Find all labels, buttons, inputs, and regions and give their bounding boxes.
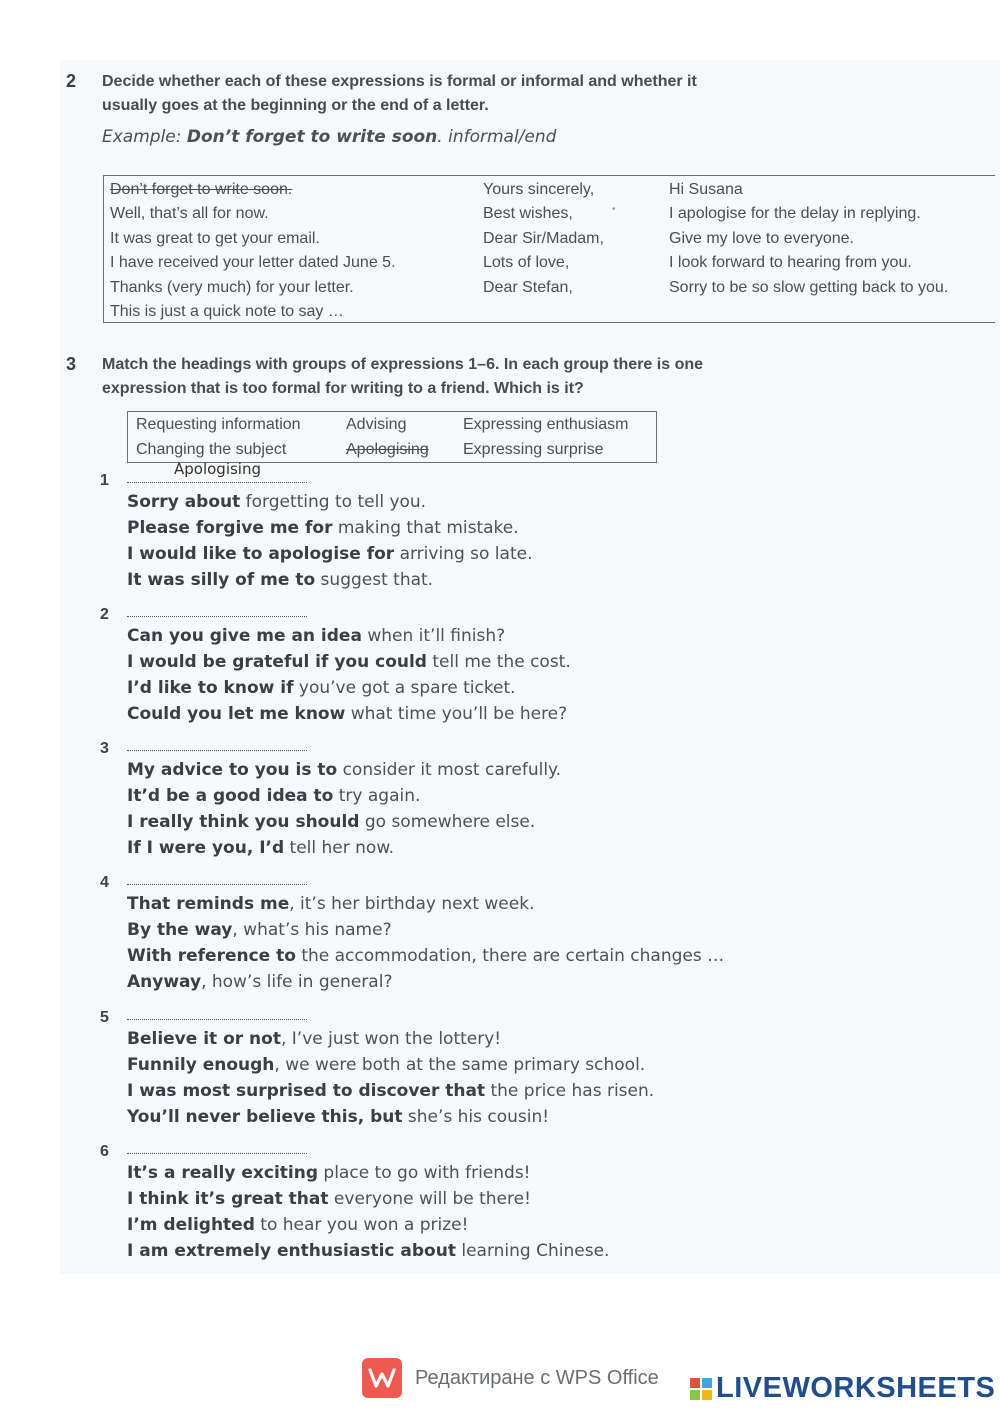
expression-item: Dear Sir/Madam, bbox=[483, 229, 604, 247]
expression-item: It was great to get your email. bbox=[110, 229, 320, 247]
group-number: 6 bbox=[100, 1143, 109, 1160]
phrase-rest: she’s his cousin! bbox=[402, 1106, 550, 1127]
stray-mark: • bbox=[612, 204, 616, 215]
example-suffix: . informal/end bbox=[437, 127, 557, 147]
expression-item: Don’t forget to write soon. bbox=[110, 181, 293, 198]
phrase-rest: , we were both at the same primary school. bbox=[274, 1054, 646, 1075]
answer-blank[interactable] bbox=[127, 482, 307, 483]
expression-line bbox=[127, 489, 532, 515]
exercise-2-instruction-line-2: usually goes at the beginning or the end of a letter. bbox=[102, 97, 489, 114]
expression-line bbox=[127, 1078, 654, 1104]
expression-line bbox=[127, 675, 571, 701]
exercise-2-instruction bbox=[102, 70, 802, 118]
phrase-rest: the price has risen. bbox=[485, 1080, 655, 1101]
heading-item: Requesting information bbox=[136, 416, 301, 433]
key-phrase: It’s a really exciting bbox=[127, 1163, 319, 1183]
key-phrase: It was silly of me to bbox=[127, 569, 316, 590]
phrase-rest: you’ve got a spare ticket. bbox=[293, 677, 516, 698]
expression-item: Thanks (very much) for your letter. bbox=[110, 278, 354, 296]
phrase-rest: , I’ve just won the lottery! bbox=[280, 1029, 502, 1049]
headings-box bbox=[127, 411, 657, 463]
key-phrase: Funnily enough bbox=[127, 1054, 275, 1075]
heading-item: Apologising bbox=[346, 441, 429, 458]
phrase-rest: making that mistake. bbox=[332, 517, 519, 538]
key-phrase: Believe it or not bbox=[127, 1029, 281, 1049]
phrase-rest: try again. bbox=[333, 785, 421, 806]
expression-item: Hi Susana bbox=[669, 181, 743, 198]
expression-line bbox=[127, 1238, 609, 1264]
phrase-rest: when it’ll finish? bbox=[361, 626, 506, 646]
phrase-rest: arriving so late. bbox=[394, 543, 533, 564]
expression-item: Dear Stefan, bbox=[483, 278, 573, 296]
heading-item: Changing the subject bbox=[136, 441, 287, 458]
expression-line bbox=[127, 623, 571, 649]
answer-text: Apologising bbox=[174, 460, 262, 478]
expression-line bbox=[127, 1104, 654, 1130]
expression-line bbox=[127, 541, 532, 567]
key-phrase: By the way bbox=[127, 919, 233, 940]
expression-item: Sorry to be so slow getting back to you. bbox=[669, 278, 949, 296]
wps-label: Редактиране с WPS Office bbox=[415, 1366, 659, 1389]
phrase-rest: everyone will be there! bbox=[328, 1188, 531, 1209]
group-number: 4 bbox=[100, 874, 109, 891]
example-bold: Don’t forget to write soon bbox=[186, 127, 438, 147]
key-phrase: I am extremely enthusiastic about bbox=[127, 1240, 456, 1261]
phrase-rest: tell me the cost. bbox=[426, 651, 571, 672]
phrase-rest: tell her now. bbox=[284, 837, 395, 858]
answer-blank[interactable] bbox=[127, 616, 307, 617]
expressions-col-3 bbox=[669, 178, 948, 300]
expressions-col-1 bbox=[110, 178, 396, 324]
heading-item: Advising bbox=[346, 416, 407, 433]
key-phrase: I would like to apologise for bbox=[127, 543, 395, 564]
grid-square-icon bbox=[702, 1378, 712, 1388]
heading-item: Expressing enthusiasm bbox=[463, 416, 629, 433]
expression-item: Well, that’s all for now. bbox=[110, 205, 269, 223]
answer-blank[interactable] bbox=[127, 1153, 307, 1154]
liveworksheets-label: LIVEWORKSHEETS bbox=[716, 1372, 996, 1404]
expression-item: Lots of love, bbox=[483, 254, 570, 272]
exercise-3-instruction bbox=[102, 353, 802, 401]
key-phrase: I would be grateful if you could bbox=[127, 651, 427, 672]
phrase-rest: consider it most carefully. bbox=[337, 760, 562, 780]
key-phrase: I’m delighted bbox=[127, 1214, 255, 1235]
liveworksheets-grid-icon bbox=[690, 1378, 712, 1400]
grid-square-icon bbox=[702, 1390, 712, 1400]
expression-item: Give my love to everyone. bbox=[669, 229, 854, 247]
exercise-2-number: 2 bbox=[66, 71, 77, 91]
key-phrase: With reference to bbox=[127, 945, 296, 966]
group-number: 3 bbox=[100, 740, 109, 757]
grid-square-icon bbox=[690, 1390, 700, 1400]
heading-item: Expressing surprise bbox=[463, 441, 604, 458]
group-number: 1 bbox=[100, 472, 109, 489]
expression-item: I look forward to hearing from you. bbox=[669, 254, 912, 272]
wps-logo-icon bbox=[362, 1358, 402, 1398]
expression-line bbox=[127, 567, 532, 593]
group-number: 2 bbox=[100, 606, 109, 623]
phrase-rest: forgetting to tell you. bbox=[240, 492, 427, 512]
expression-line bbox=[127, 783, 561, 809]
expression-line bbox=[127, 757, 561, 783]
expression-line bbox=[127, 917, 724, 943]
grid-square-icon bbox=[690, 1378, 700, 1388]
expression-line bbox=[127, 1052, 654, 1078]
exercise-3-instruction-line-1: Match the headings with groups of expressions 1–6. In each group there is one bbox=[102, 356, 704, 373]
expression-line bbox=[127, 891, 724, 917]
phrase-rest: what time you’ll be here? bbox=[345, 703, 568, 724]
answer-blank[interactable] bbox=[127, 884, 307, 885]
expression-item: I apologise for the delay in replying. bbox=[669, 205, 921, 223]
phrase-rest: to hear you won a prize! bbox=[254, 1214, 469, 1235]
expression-line bbox=[127, 515, 532, 541]
expression-line bbox=[127, 1186, 609, 1212]
key-phrase: I really think you should bbox=[127, 811, 360, 832]
phrase-rest: , what’s his name? bbox=[232, 919, 392, 940]
key-phrase: Can you give me an idea bbox=[127, 626, 362, 646]
liveworksheets-logo[interactable] bbox=[690, 1372, 995, 1405]
key-phrase: I was most surprised to discover that bbox=[127, 1080, 486, 1101]
expression-line bbox=[127, 835, 561, 861]
expression-line bbox=[127, 1026, 654, 1052]
key-phrase: I’d like to know if bbox=[127, 677, 294, 698]
key-phrase: If I were you, I’d bbox=[127, 837, 285, 858]
expression-line bbox=[127, 649, 571, 675]
phrase-rest: , it’s her birthday next week. bbox=[289, 894, 535, 914]
expression-line bbox=[127, 1160, 609, 1186]
key-phrase: You’ll never believe this, but bbox=[127, 1106, 403, 1127]
key-phrase: Could you let me know bbox=[127, 703, 346, 724]
key-phrase: It’d be a good idea to bbox=[127, 785, 334, 806]
exercise-2-example bbox=[102, 127, 556, 147]
expression-item: I have received your letter dated June 5. bbox=[110, 254, 396, 272]
phrase-rest: learning Chinese. bbox=[455, 1240, 610, 1261]
key-phrase: Sorry about bbox=[127, 492, 241, 512]
answer-blank[interactable] bbox=[127, 750, 307, 751]
wps-w-icon bbox=[368, 1367, 396, 1389]
key-phrase: I think it’s great that bbox=[127, 1188, 329, 1209]
phrase-rest: suggest that. bbox=[315, 569, 434, 590]
expressions-box bbox=[103, 175, 995, 323]
example-prefix: Example: bbox=[102, 127, 187, 147]
phrase-rest: , how’s life in general? bbox=[201, 971, 393, 992]
exercise-3-instruction-line-2: expression that is too formal for writing to a friend. Which is it? bbox=[102, 380, 584, 397]
expression-line bbox=[127, 943, 724, 969]
key-phrase: Anyway bbox=[127, 971, 202, 992]
expression-item: Yours sincerely, bbox=[483, 181, 595, 198]
expression-line bbox=[127, 701, 571, 727]
expression-line bbox=[127, 1212, 609, 1238]
key-phrase: Please forgive me for bbox=[127, 517, 333, 538]
wps-watermark[interactable] bbox=[362, 1358, 659, 1398]
key-phrase: That reminds me bbox=[127, 894, 290, 914]
group-number: 5 bbox=[100, 1009, 109, 1026]
expression-line bbox=[127, 809, 561, 835]
key-phrase: My advice to you is to bbox=[127, 760, 338, 780]
expressions-col-2 bbox=[483, 178, 604, 300]
exercise-2-instruction-line-1: Decide whether each of these expressions is formal or informal and whether it bbox=[102, 73, 697, 90]
phrase-rest: place to go with friends! bbox=[318, 1163, 531, 1183]
expression-line bbox=[127, 969, 724, 995]
answer-blank[interactable] bbox=[127, 1019, 307, 1020]
exercise-3-number: 3 bbox=[66, 354, 77, 374]
expression-item: Best wishes, bbox=[483, 205, 573, 223]
phrase-rest: go somewhere else. bbox=[359, 811, 536, 832]
expression-item: This is just a quick note to say … bbox=[110, 302, 344, 320]
phrase-rest: the accommodation, there are certain changes … bbox=[295, 945, 725, 966]
